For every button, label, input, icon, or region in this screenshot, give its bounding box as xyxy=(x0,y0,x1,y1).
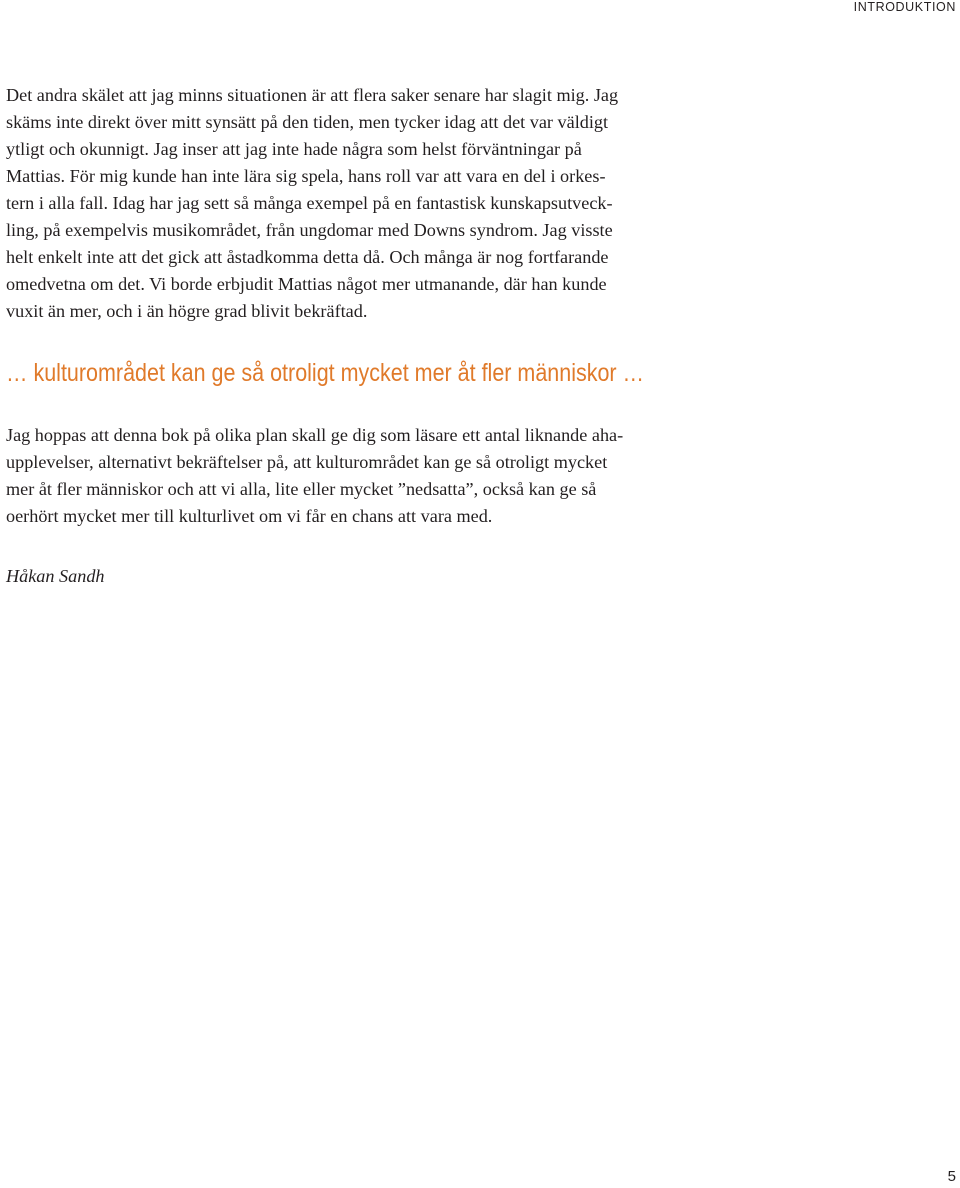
paragraph-line: mer åt fler människor och att vi alla, lite eller mycket ”nedsatta”, också kan ge så xyxy=(6,479,597,499)
paragraph-line: ling, på exempelvis musikområdet, från ungdomar med Downs syndrom. Jag visste xyxy=(6,220,613,240)
paragraph-line: Det andra skälet att jag minns situationen är att flera saker senare har slagit mig. Jag xyxy=(6,85,619,105)
author-signature: Håkan Sandh xyxy=(6,566,105,586)
paragraph-line: oerhört mycket mer till kulturlivet om vi får en chans att vara med. xyxy=(6,506,493,526)
paragraph-line: ytligt och okunnigt. Jag inser att jag inte hade några som helst förväntningar på xyxy=(6,139,582,159)
body-paragraph-1 xyxy=(6,82,706,325)
paragraph-line: tern i alla fall. Idag har jag sett så många exempel på en fantastisk kunskapsutveck- xyxy=(6,193,613,213)
paragraph-line: helt enkelt inte att det gick att åstadkomma detta då. Och många är nog fortfarande xyxy=(6,247,609,267)
body-paragraph-2 xyxy=(6,422,706,530)
paragraph-line: Mattias. För mig kunde han inte lära sig spela, hans roll var att vara en del i orkes- xyxy=(6,166,606,186)
paragraph-line: Jag hoppas att denna bok på olika plan skall ge dig som läsare ett antal liknande aha- xyxy=(6,425,624,445)
pull-quote: … kulturområdet kan ge så otroligt mycket mer åt fler människor … xyxy=(6,359,645,387)
paragraph-line: vuxit än mer, och i än högre grad blivit bekräftad. xyxy=(6,301,368,321)
paragraph-line: omedvetna om det. Vi borde erbjudit Mattias något mer utmanande, där han kunde xyxy=(6,274,607,294)
paragraph-line: upplevelser, alternativt bekräftelser på, att kulturområdet kan ge så otroligt mycket xyxy=(6,452,608,472)
paragraph-line: skäms inte direkt över mitt synsätt på den tiden, men tycker idag att det var väldigt xyxy=(6,112,609,132)
page-number: 5 xyxy=(947,1168,956,1185)
section-header-label: INTRODUKTION xyxy=(853,0,956,14)
